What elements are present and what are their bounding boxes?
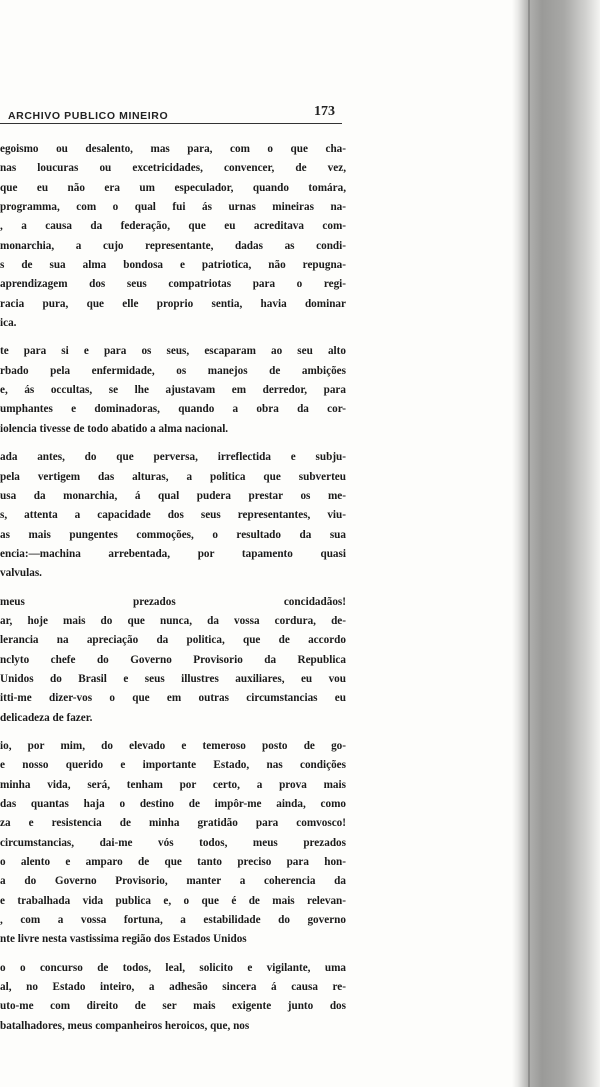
paragraph <box>0 342 346 439</box>
text-line: o alento e amparo de que tanto preciso para hon- <box>0 856 346 869</box>
text-line: aprendizagem dos seus compatriotas para o regi- <box>0 278 346 291</box>
text-line: pela vertigem das alturas, a politica que subverteu <box>0 470 346 483</box>
paragraph-gap <box>0 728 346 737</box>
text-line: programma, com o qual fui ás urnas mineiras na- <box>0 201 346 214</box>
text-line: e nosso querido e importante Estado, nas condições <box>0 759 346 772</box>
text-line: za e resistencia de minha gratidão para comvosco! <box>0 817 346 830</box>
text-line: rbado pela enfermidade, os manejos de ambições <box>0 364 346 377</box>
paragraph-gap <box>0 439 346 448</box>
binding-shadow <box>528 0 530 1087</box>
text-line: , a causa da federação, que eu acreditava com- <box>0 220 346 233</box>
text-line: nte livre nesta vastissima região dos Estados Unidos <box>0 933 247 946</box>
text-line: nclyto chefe do Governo Provisorio da Republica <box>0 653 346 666</box>
text-line: itti-me dizer-vos o que em outras circumstancias eu <box>0 692 346 705</box>
text-line: nas loucuras ou excetricidades, convencer, de vez, <box>0 162 346 175</box>
paragraph-gap <box>0 584 346 593</box>
paragraph <box>0 593 346 728</box>
text-line: lerancia na apreciação da politica, que de accordo <box>0 634 346 647</box>
text-line: al, no Estado inteiro, a adhesão sincera á causa re- <box>0 981 346 994</box>
text-line: s de sua alma bondosa e patriotica, não repugna- <box>0 259 346 272</box>
book-binding-edge <box>512 0 600 1087</box>
text-line: delicadeza de fazer. <box>0 711 93 724</box>
text-line: valvulas. <box>0 567 42 580</box>
paragraph-gap <box>0 950 346 959</box>
text-line: e trabalhada vida publica e, o que é de mais relevan- <box>0 894 346 907</box>
header-title: ARCHIVO PUBLICO MINEIRO <box>8 110 169 122</box>
text-line: as mais pungentes commoções, o resultado da sua <box>0 528 346 541</box>
text-line: uto-me com direito de ser mais exigente junto dos <box>0 1000 346 1013</box>
text-line: monarchia, a cujo representante, dadas as condi- <box>0 239 346 252</box>
paragraph <box>0 448 346 583</box>
text-line: ada antes, do que perversa, irreflectida e subju- <box>0 451 346 464</box>
text-line: iolencia tivesse de todo abatido a alma nacional. <box>0 422 229 435</box>
paragraph <box>0 140 346 333</box>
text-line: usa da monarchia, á qual pudera prestar os me- <box>0 489 346 502</box>
text-line: e, ás occultas, se lhe ajustavam em derredor, para <box>0 384 346 397</box>
text-line: circumstancias, dai-me vós todos, meus prezados <box>0 836 346 849</box>
paragraph-gap <box>0 333 346 342</box>
page-number: 173 <box>314 104 335 119</box>
text-line: , com a vossa fortuna, a estabilidade do governo <box>0 914 346 927</box>
body-text <box>0 140 346 1036</box>
text-line: umphantes e dominadoras, quando a obra da cor- <box>0 403 346 416</box>
text-line: racia pura, que elle proprio sentia, havia dominar <box>0 297 346 310</box>
running-header <box>4 104 342 124</box>
paragraph <box>0 959 346 1036</box>
text-line: meus prezados concidadãos! <box>0 595 346 608</box>
text-line: que eu não era um especulador, quando tomára, <box>0 181 346 194</box>
paragraph <box>0 737 346 950</box>
header-rule <box>0 123 342 124</box>
text-line: ica. <box>0 317 17 330</box>
text-line: minha vida, será, tenham por certo, a prova mais <box>0 778 346 791</box>
text-line: te para si e para os seus, escaparam ao seu alto <box>0 345 346 358</box>
text-line: o o concurso de todos, leal, solicito e vigilante, uma <box>0 961 346 974</box>
text-line: a do Governo Provisorio, manter a coherencia da <box>0 875 346 888</box>
text-line: s, attenta a capacidade dos seus representantes, viu- <box>0 509 346 522</box>
text-line: das quantas haja o destino de impôr-me ainda, como <box>0 798 346 810</box>
text-line: batalhadores, meus companheiros heroicos, que, nos <box>0 1019 250 1032</box>
text-line: io, por mim, do elevado e temeroso posto de go- <box>0 739 346 752</box>
text-line: encia:—machina arrebentada, por tapamento quasi <box>0 547 346 560</box>
text-line: Unidos do Brasil e seus illustres auxiliares, eu vou <box>0 672 346 685</box>
text-line: egoismo ou desalento, mas para, com o que cha- <box>0 143 346 155</box>
text-line: ar, hoje mais do que nunca, da vossa cordura, de- <box>0 614 346 627</box>
